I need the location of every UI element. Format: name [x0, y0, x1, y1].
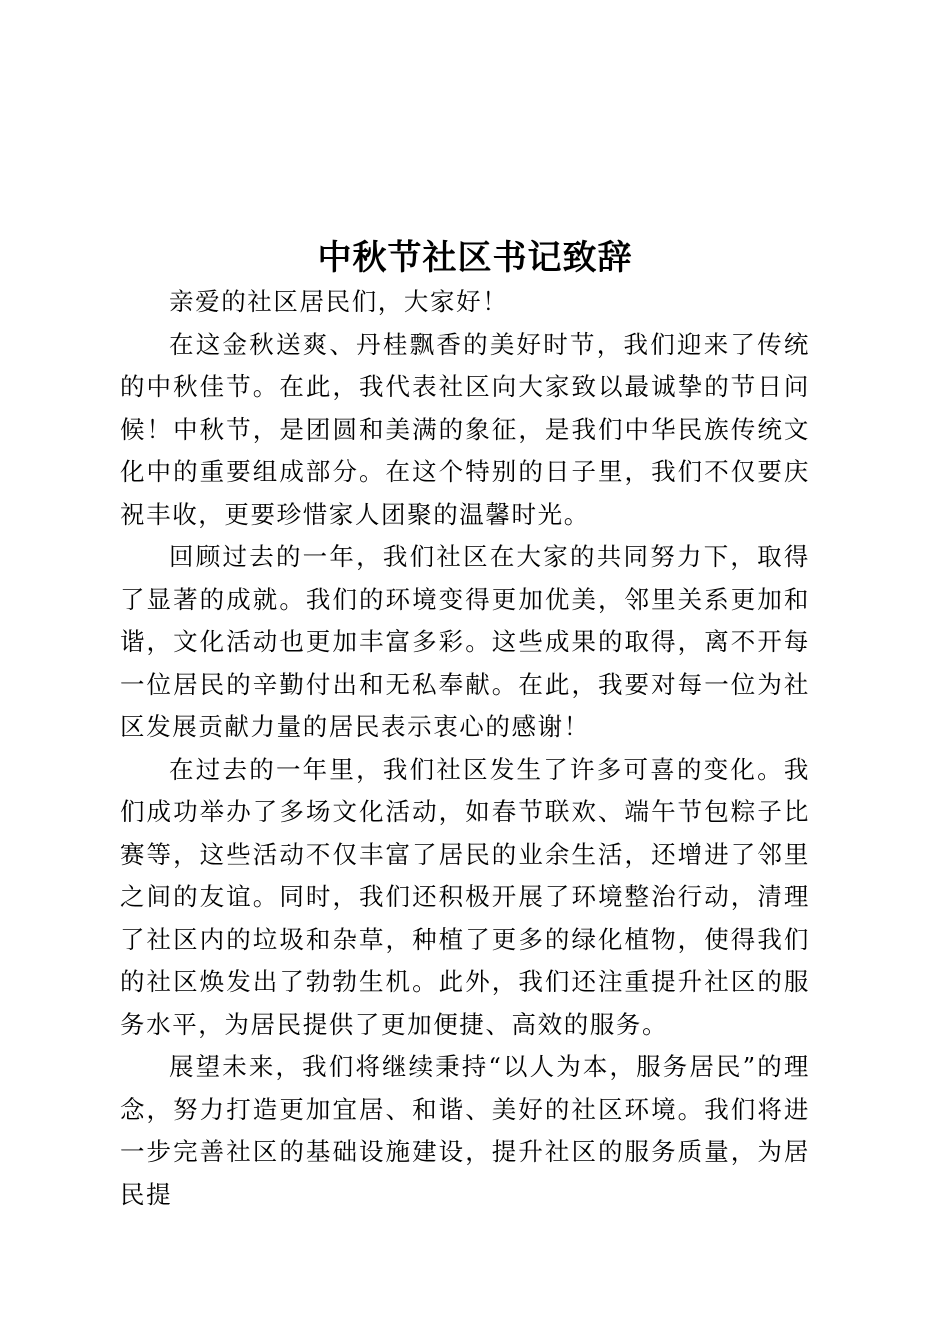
paragraph-greeting: 亲爱的社区居民们，大家好！	[169, 287, 509, 316]
page-title: 中秋节社区书记致辞	[317, 237, 633, 278]
paragraph-changes: 在过去的一年里，我们社区发生了许多可喜的变化。我们成功举办了多场文化活动，如春节联欢、端午节包粽子比赛等，这些活动不仅丰富了居民的业余生活，还增进了邻里之间的友谊。同时，我们还积极开展了环境整治行动，清理了社区内的垃圾和杂草，种植了更多的绿化植物，使得我们的社区焕发出了勃勃生机。此外，我们还注重提升社区的服务水平，为居民提供了更加便捷、高效的服务。	[120, 754, 810, 1039]
paragraph-outlook: 展望未来，我们将继续秉持“以人为本，服务居民”的理念，努力打造更加宜居、和谐、美好的社区环境。我们将进一步完善社区的基础设施建设，提升社区的服务质量，为居民提	[120, 1052, 810, 1209]
paragraph-review: 回顾过去的一年，我们社区在大家的共同努力下，取得了显著的成就。我们的环境变得更加优美，邻里关系更加和谐，文化活动也更加丰富多彩。这些成果的取得，离不开每一位居民的辛勤付出和无私奉献。在此，我要对每一位为社区发展贡献力量的居民表示衷心的感谢！	[120, 542, 810, 741]
paragraph-mid-autumn: 在这金秋送爽、丹桂飘香的美好时节，我们迎来了传统的中秋佳节。在此，我代表社区向大家致以最诚挚的节日问候！中秋节，是团圆和美满的象征，是我们中华民族传统文化中的重要组成部分。在这个特别的日子里，我们不仅要庆祝丰收，更要珍惜家人团聚的温馨时光。	[120, 329, 810, 529]
document-body	[120, 281, 810, 1216]
